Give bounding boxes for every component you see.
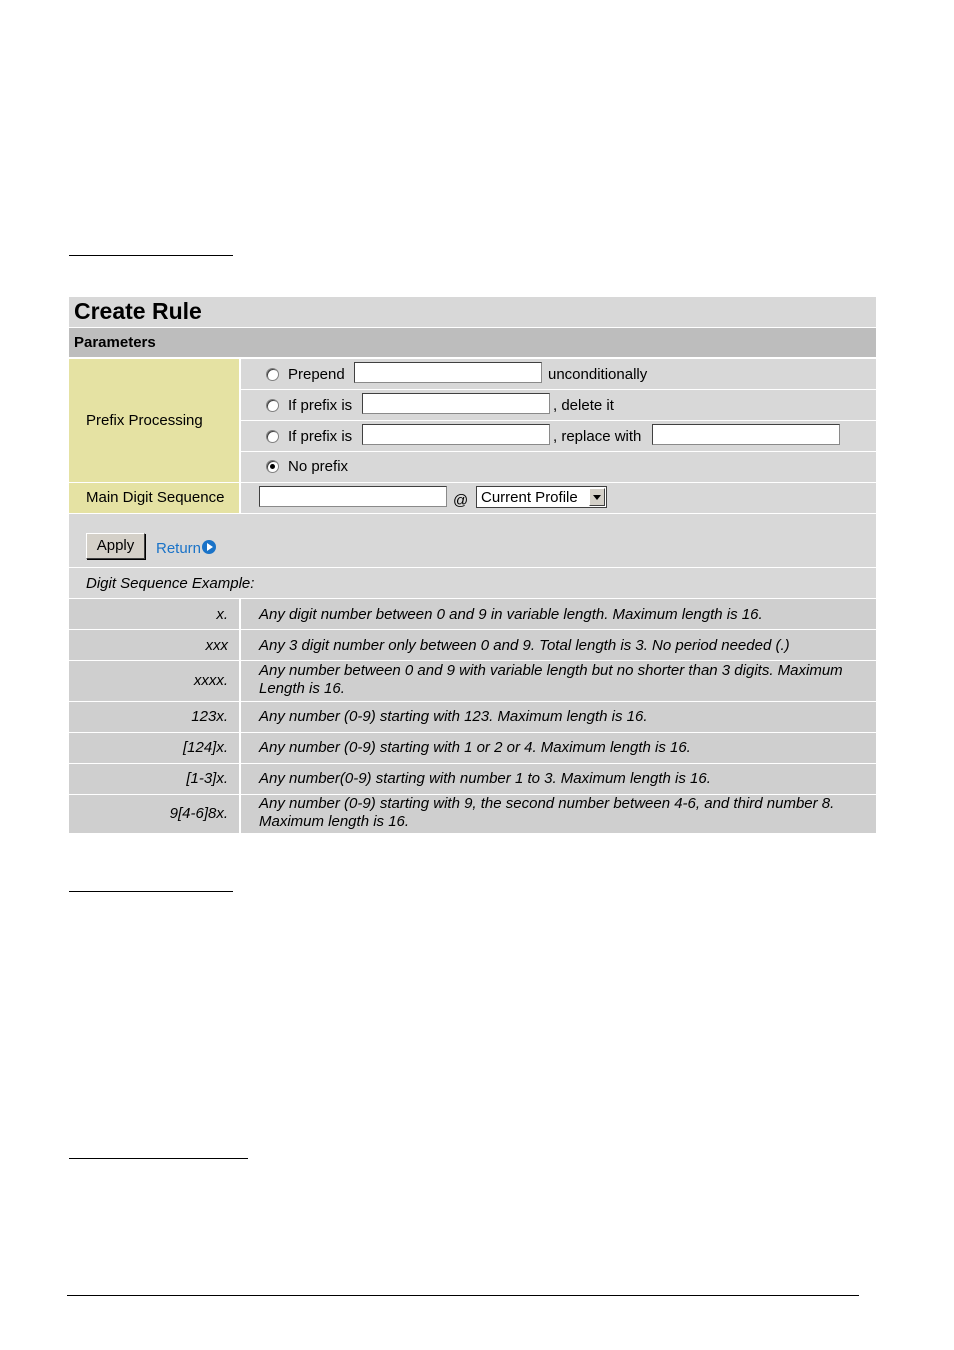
example-pattern: [124]x. xyxy=(182,739,228,756)
example-desc: Any number between 0 and 9 with variable length but no shorter than 3 digits. Maximum Length is 16. xyxy=(259,662,843,697)
underline-rule-3 xyxy=(69,1158,248,1159)
example-desc: Any number (0-9) starting with 9, the second number between 4-6, and third number 8. Maximum length is 16. xyxy=(259,795,835,830)
example-desc: Any 3 digit number only between 0 and 9. Total length is 3. No period needed (.) xyxy=(259,637,790,654)
example-desc-cell xyxy=(241,661,876,701)
example-desc-cell xyxy=(241,702,876,732)
footer-rule xyxy=(67,1295,859,1296)
replace-with-input[interactable] xyxy=(652,424,840,445)
example-desc-cell xyxy=(241,764,876,794)
example-pattern: [1-3]x. xyxy=(186,770,228,787)
example-desc-cell xyxy=(241,599,876,629)
delete-it-label: , delete it xyxy=(553,397,614,414)
example-header: Digit Sequence Example: xyxy=(86,575,255,592)
main-digit-label: Main Digit Sequence xyxy=(86,489,225,506)
example-desc: Any number (0-9) starting with 123. Maximum length is 16. xyxy=(259,708,648,725)
delete-prefix-input[interactable] xyxy=(362,393,550,414)
apply-button[interactable]: Apply xyxy=(86,533,145,559)
page-title: Create Rule xyxy=(74,298,202,324)
prepend-radio[interactable] xyxy=(266,368,279,381)
no-prefix-label: No prefix xyxy=(288,458,349,475)
example-pattern-cell xyxy=(69,764,239,794)
replace-with-label: , replace with xyxy=(553,428,642,445)
at-symbol: @ xyxy=(453,492,469,509)
prefix-processing-label-cell xyxy=(69,359,239,482)
example-desc: Any number (0-9) starting with 1 or 2 or 4. Maximum length is 16. xyxy=(259,739,691,756)
unconditionally-label: unconditionally xyxy=(548,366,648,383)
example-desc: Any number(0-9) starting with number 1 to 3. Maximum length is 16. xyxy=(259,770,711,787)
example-pattern: 9[4-6]8x. xyxy=(169,805,228,822)
example-pattern-cell xyxy=(69,702,239,732)
prepend-input[interactable] xyxy=(354,362,542,383)
example-pattern: 123x. xyxy=(191,708,228,725)
example-pattern-cell xyxy=(69,599,239,629)
main-digit-label-cell xyxy=(69,483,239,513)
main-digit-input[interactable] xyxy=(259,486,447,507)
no-prefix-radio[interactable] xyxy=(266,460,279,473)
replace-prefix-radio[interactable] xyxy=(266,430,279,443)
replace-prefix-row xyxy=(241,421,876,451)
example-pattern-cell xyxy=(69,630,239,660)
create-rule-panel xyxy=(69,297,876,833)
example-pattern: x. xyxy=(216,606,228,623)
example-pattern-cell xyxy=(69,661,239,701)
profile-select[interactable] xyxy=(476,486,607,508)
profile-select-value: Current Profile xyxy=(481,489,578,506)
example-pattern: xxxx. xyxy=(193,672,228,689)
example-header-row xyxy=(69,568,876,598)
example-pattern-cell xyxy=(69,733,239,763)
replace-prefix-input[interactable] xyxy=(362,424,550,445)
example-pattern: xxx xyxy=(205,637,228,654)
prepend-row xyxy=(241,359,876,389)
action-row xyxy=(69,514,876,567)
example-desc-cell xyxy=(241,795,876,833)
underline-rule-1 xyxy=(69,255,233,256)
main-digit-row xyxy=(241,483,876,513)
chevron-down-icon[interactable] xyxy=(589,488,605,506)
no-prefix-row xyxy=(241,452,876,482)
delete-prefix-row xyxy=(241,390,876,420)
example-desc-cell xyxy=(241,630,876,660)
underline-rule-2 xyxy=(69,891,233,892)
title-bar xyxy=(69,297,876,327)
example-desc: Any digit number between 0 and 9 in variable length. Maximum length is 16. xyxy=(259,606,763,623)
parameters-header xyxy=(69,328,876,357)
delete-prefix-radio[interactable] xyxy=(266,399,279,412)
return-label[interactable]: Return xyxy=(156,540,202,557)
prepend-label: Prepend xyxy=(288,366,345,383)
play-circle-icon[interactable] xyxy=(202,540,216,554)
prefix-processing-label: Prefix Processing xyxy=(86,412,203,429)
return-link[interactable] xyxy=(156,540,216,557)
example-desc-cell xyxy=(241,733,876,763)
section-title: Parameters xyxy=(74,334,156,351)
if-prefix-label: If prefix is xyxy=(288,397,353,414)
example-pattern-cell xyxy=(69,795,239,833)
if-prefix-label-2: If prefix is xyxy=(288,428,353,445)
